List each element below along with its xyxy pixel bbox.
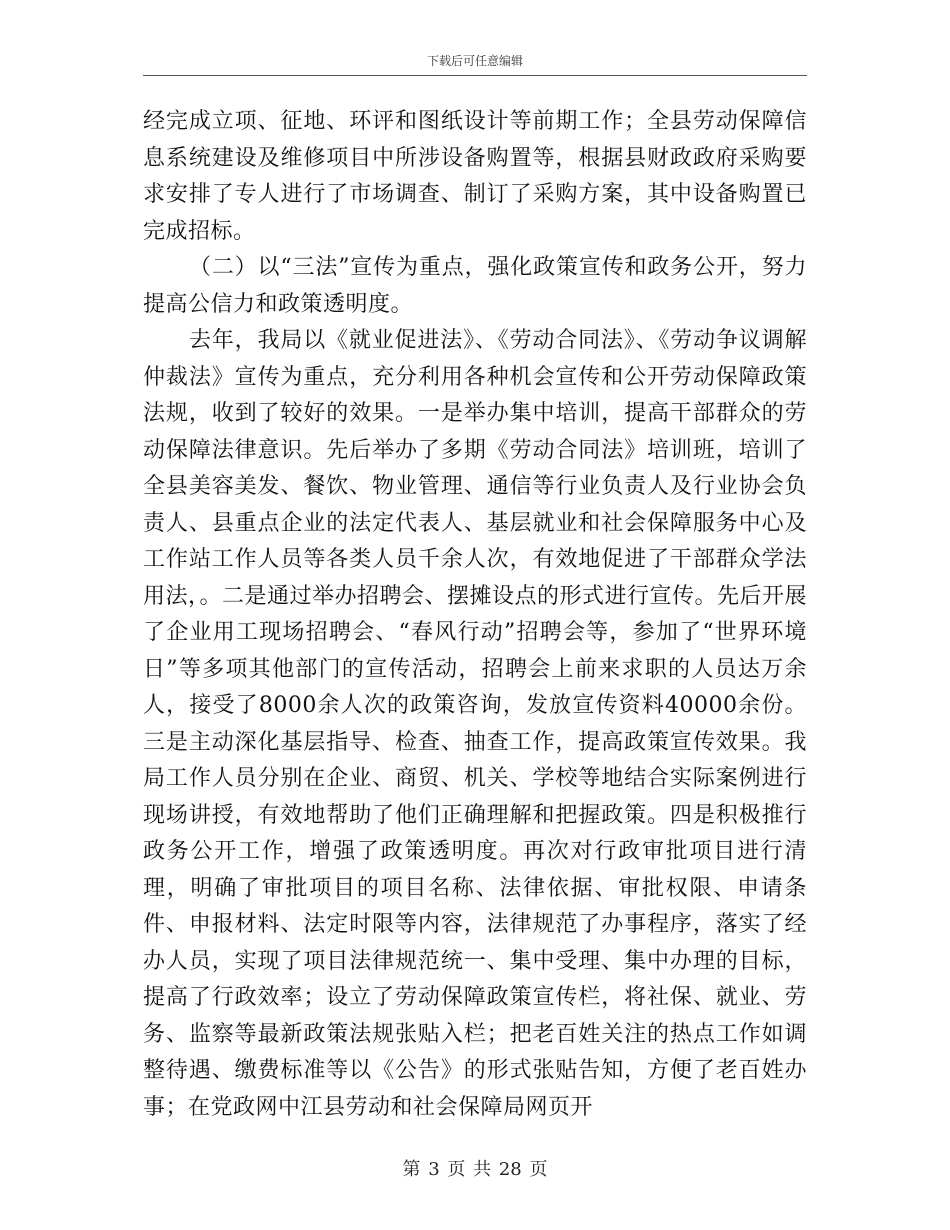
paragraph-continuation: 经完成立项、征地、环评和图纸设计等前期工作；全县劳动保障信息系统建设及维修项目中所涉设备购置等，根据县财政政府采购要求安排了专人进行了市场调查、制订了采购方案，其中设备购置已完成招标。 xyxy=(143,109,807,244)
page-header: 下载后可任意编辑 xyxy=(426,54,523,68)
paragraph-section-heading: （二）以“三法”宣传为重点，强化政策宣传和政务公开，努力提高公信力和政策透明度。 xyxy=(143,255,807,317)
header-divider xyxy=(143,75,807,76)
page-footer: 第 3 页 共 28 页 xyxy=(402,1159,548,1180)
document-body xyxy=(143,104,807,1126)
paragraph-body: 去年，我局以《就业促进法》、《劳动合同法》、《劳动争议调解仲裁法》宣传为重点，充分利用各种机会宣传和公开劳动保障政策法规，收到了较好的效果。一是举办集中培训，提高干部群众的劳动保障法律意识。先后举办了多期《劳动合同法》培训班，培训了全县美容美发、餐饮、物业管理、通信等行业负责人及行业协会负责人、县重点企业的法定代表人、基层就业和社会保障服务中心及工作站工作人员等各类人员千余人次，有效地促进了干部群众学法用法，。二是通过举办招聘会、摆摊设点的形式进行宣传。先后开展了企业用工现场招聘会、“春风行动”招聘会等，参加了“世界环境日”等多项其他部门的宣传活动，招聘会上前来求职的人员达万余人，接受了8000余人次的政策咨询，发放宣传资料40000余份。三是主动深化基层指导、检查、抽查工作，提高政策宣传效果。我局工作人员分别在企业、商贸、机关、学校等地结合实际案例进行现场讲授，有效地帮助了他们正确理解和把握政策。四是积极推行政务公开工作，增强了政策透明度。再次对行政审批项目进行清理，明确了审批项目的项目名称、法律依据、审批权限、申请条件、申报材料、法定时限等内容，法律规范了办事程序，落实了经办人员，实现了项目法律规范统一、集中受理、集中办理的目标，提高了行政效率；设立了劳动保障政策宣传栏，将社保、就业、劳务、监察等最新政策法规张贴入栏；把老百姓关注的热点工作如调整待遇、缴费标准等以《公告》的形式张贴告知，方便了老百姓办事；在党政网中江县劳动和社会保障局网页开 xyxy=(143,328,808,1120)
